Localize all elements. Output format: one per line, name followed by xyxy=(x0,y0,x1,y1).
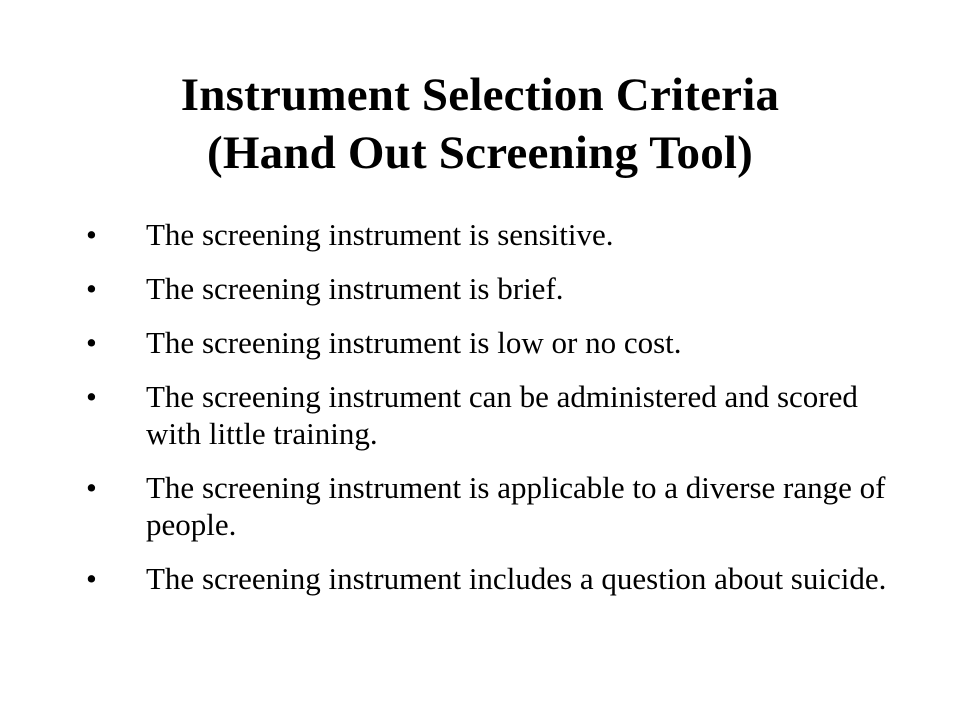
bullet-item xyxy=(0,560,960,597)
bullet-text: The screening instrument includes a question about suicide. xyxy=(146,561,887,596)
bullet-marker: • xyxy=(86,325,97,360)
title-line-2: (Hand Out Screening Tool) xyxy=(206,127,754,179)
bullet-text: The screening instrument is brief. xyxy=(146,271,564,306)
bullet-item xyxy=(0,270,960,307)
bullet-marker: • xyxy=(86,379,97,414)
bullet-item xyxy=(0,216,960,253)
bullet-item xyxy=(0,324,960,361)
title-line-1: Instrument Selection Criteria xyxy=(180,69,780,121)
bullet-marker: • xyxy=(86,561,97,596)
bullet-text: The screening instrument is sensitive. xyxy=(146,217,614,252)
bullet-marker: • xyxy=(86,271,97,306)
bullet-marker: • xyxy=(86,217,97,252)
bullet-list xyxy=(0,216,960,614)
bullet-text: The screening instrument is applicable to a diverse range of people. xyxy=(146,470,886,542)
bullet-item xyxy=(0,378,960,452)
bullet-text: The screening instrument is low or no cost. xyxy=(146,325,682,360)
bullet-marker: • xyxy=(86,470,97,505)
bullet-text: The screening instrument can be administered and scored with little training. xyxy=(146,379,858,451)
slide-title xyxy=(0,66,960,182)
bullet-item xyxy=(0,469,960,543)
